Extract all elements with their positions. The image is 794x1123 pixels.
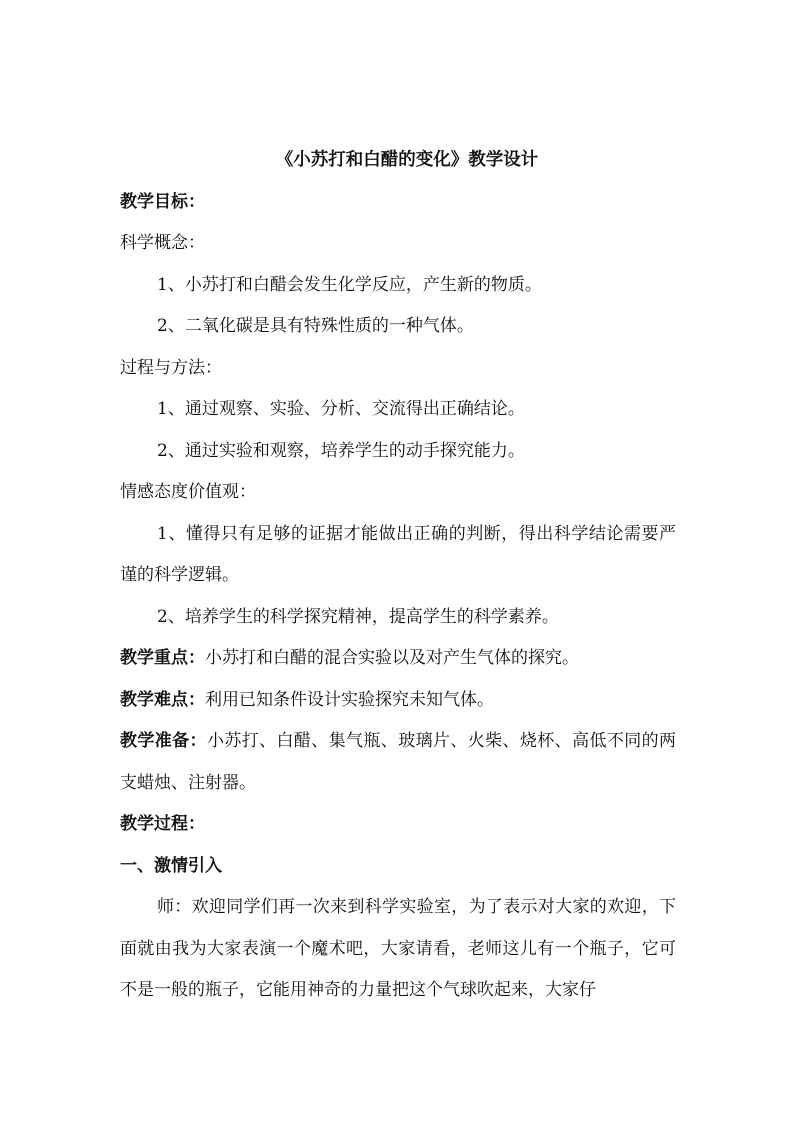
difficulty-label: 教学难点： bbox=[120, 689, 205, 710]
document-page bbox=[120, 140, 676, 1012]
preparation-row bbox=[120, 721, 676, 804]
science-concept-heading: 科学概念： bbox=[120, 233, 205, 253]
key-point-label: 教学重点： bbox=[120, 648, 205, 668]
difficulty-text: 利用已知条件设计实验探究未知气体。 bbox=[205, 689, 494, 710]
teacher-paragraph: 师：欢迎同学们再一次来到科学实验室，为了表示对大家的欢迎，下面就由我为大家表演一个魔术吧，大家请看，老师这儿有一个瓶子，它可不是一般的瓶子，它能用神奇的力量把这个气球吹起来，大家仔 bbox=[120, 897, 676, 1000]
document-title: 《小苏打和白醋的变化》教学设计 bbox=[275, 150, 539, 170]
attitude-item-2: 2、培养学生的科学探究精神，提高学生的科学素养。 bbox=[157, 606, 559, 627]
process-steps-heading: 教学过程： bbox=[120, 814, 205, 834]
science-concept-item-1: 1、小苏打和白醋会发生化学反应，产生新的物质。 bbox=[157, 274, 542, 295]
key-point-text: 小苏打和白醋的混合实验以及对产生气体的探究。 bbox=[205, 648, 579, 668]
key-point-row bbox=[120, 638, 676, 680]
difficulty-row bbox=[120, 680, 676, 722]
process-heading: 过程与方法： bbox=[120, 357, 222, 378]
process-item-2: 2、通过实验和观察，培养学生的动手探究能力。 bbox=[157, 440, 525, 461]
process-item-1: 1、通过观察、实验、分析、交流得出正确结论。 bbox=[157, 399, 525, 419]
preparation-text: 小苏打、白醋、集气瓶、玻璃片、火柴、烧杯、高低不同的两支蜡烛、注射器。 bbox=[120, 731, 677, 793]
section-one-heading: 一、激情引入 bbox=[120, 855, 222, 876]
preparation-label: 教学准备： bbox=[120, 731, 207, 751]
attitude-item-1: 1、懂得只有足够的证据才能做出正确的判断，得出科学结论需要严谨的科学逻辑。 bbox=[120, 523, 676, 585]
attitude-heading: 情感态度价值观： bbox=[120, 482, 256, 502]
science-concept-item-2: 2、二氧化碳是具有特殊性质的一种气体。 bbox=[157, 316, 474, 336]
goals-heading: 教学目标： bbox=[120, 191, 205, 212]
